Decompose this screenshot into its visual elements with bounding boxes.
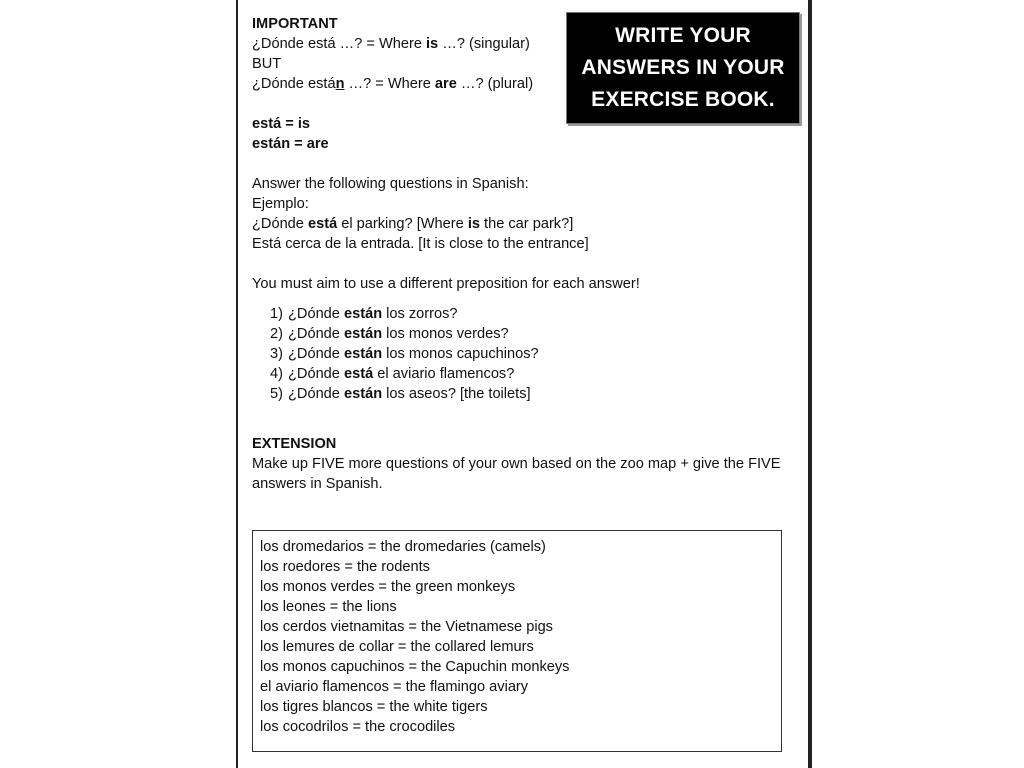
question-list xyxy=(252,304,792,404)
exercise-book-notice xyxy=(566,12,800,124)
answer-instruction: Answer the following questions in Spanish: xyxy=(252,176,529,192)
question-item: 2) ¿Dónde están los monos verdes? xyxy=(270,326,509,342)
esta-is: está = is xyxy=(252,116,311,132)
vocab-item: los tigres blancos = the white tigers xyxy=(260,699,488,715)
extension-heading: EXTENSION xyxy=(252,436,337,452)
vocab-item: los cocodrilos = the crocodiles xyxy=(260,719,456,735)
example-question: ¿Dónde está el parking? [Where is the car park?] xyxy=(252,216,574,232)
question-item: 5) ¿Dónde están los aseos? [the toilets] xyxy=(270,386,531,402)
example-answer: Está cerca de la entrada. [It is close to the entrance] xyxy=(252,236,589,252)
notice-line: EXERCISE BOOK. xyxy=(591,88,775,111)
singular-rule: ¿Dónde está …? = Where is …? (singular) xyxy=(252,36,530,52)
notice-line: ANSWERS IN YOUR xyxy=(581,56,785,79)
estan-are: están = are xyxy=(252,136,329,152)
vocab-item: los cerdos vietnamitas = the Vietnamese pigs xyxy=(260,619,553,635)
vocab-item: los monos capuchinos = the Capuchin monkeys xyxy=(260,659,570,675)
plural-rule: ¿Dónde están …? = Where are …? (plural) xyxy=(252,76,534,92)
vocab-item: los lemures de collar = the collared lemurs xyxy=(260,639,534,655)
but-line: BUT xyxy=(252,56,282,72)
notice-line: WRITE YOUR xyxy=(615,24,751,47)
vocab-item: los monos verdes = the green monkeys xyxy=(260,579,516,595)
vocab-item: los roedores = the rodents xyxy=(260,559,430,575)
example-label: Ejemplo: xyxy=(252,196,309,212)
vocab-item: los dromedarios = the dromedaries (camels) xyxy=(260,539,546,555)
question-item: 4) ¿Dónde está el aviario flamencos? xyxy=(270,366,515,382)
important-heading: IMPORTANT xyxy=(252,16,338,32)
extension-text-line-2: answers in Spanish. xyxy=(252,476,383,492)
aim-instruction: You must aim to use a different preposition for each answer! xyxy=(252,276,640,292)
extension-text-line-1: Make up FIVE more questions of your own based on the zoo map + give the FIVE xyxy=(252,456,781,472)
question-item: 3) ¿Dónde están los monos capuchinos? xyxy=(270,346,539,362)
vocab-item: el aviario flamencos = the flamingo aviary xyxy=(260,679,529,695)
vocab-item: los leones = the lions xyxy=(260,599,397,615)
vocabulary-box xyxy=(252,530,782,752)
question-item: 1) ¿Dónde están los zorros? xyxy=(270,306,458,322)
